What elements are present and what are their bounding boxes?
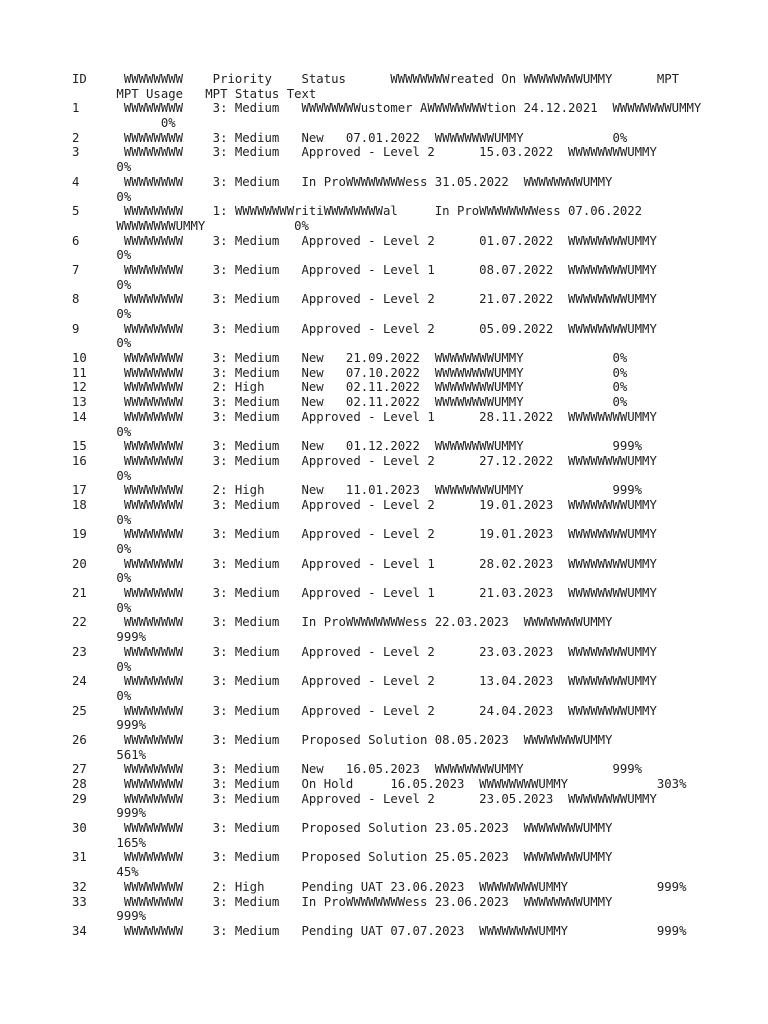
- record-row-line: 32 WWWWWWWW 2: High Pending UAT 23.06.2023 WWWWWWWWUMMY 999%: [72, 879, 687, 894]
- record-row-line: 3 WWWWWWWW 3: Medium Approved - Level 2 15.03.2022 WWWWWWWWUMMY: [72, 145, 657, 160]
- record-row-line: 31 WWWWWWWW 3: Medium Proposed Solution 25.05.2023 WWWWWWWWUMMY: [72, 850, 613, 865]
- record-row-line: 10 WWWWWWWW 3: Medium New 21.09.2022 WWWWWWWWUMMY 0%: [72, 351, 628, 366]
- report-text-lines: [72, 72, 768, 939]
- record-row-line: 29 WWWWWWWW 3: Medium Approved - Level 2 23.05.2023 WWWWWWWWUMMY: [72, 791, 657, 806]
- record-row-continuation: 0%: [72, 512, 132, 527]
- record-row-line: 20 WWWWWWWW 3: Medium Approved - Level 1 28.02.2023 WWWWWWWWUMMY: [72, 556, 657, 571]
- record-row-continuation: 999%: [72, 718, 147, 733]
- record-row-continuation: 0%: [72, 116, 176, 131]
- record-row-line: 8 WWWWWWWW 3: Medium Approved - Level 2 21.07.2022 WWWWWWWWUMMY: [72, 292, 657, 307]
- record-row-line: 28 WWWWWWWW 3: Medium On Hold 16.05.2023 WWWWWWWWUMMY 303%: [72, 777, 687, 791]
- record-row-continuation: 561%: [72, 747, 147, 762]
- record-row-continuation: 0%: [72, 542, 132, 556]
- record-row-line: 25 WWWWWWWW 3: Medium Approved - Level 2 24.04.2023 WWWWWWWWUMMY: [72, 703, 657, 718]
- header-line: ID WWWWWWWW Priority Status WWWWWWWWreated On WWWWWWWWUMMY MPT: [72, 72, 680, 86]
- record-row-continuation: 0%: [72, 248, 132, 263]
- record-row-continuation: 0%: [72, 277, 132, 292]
- record-row-continuation: 0%: [72, 600, 132, 615]
- record-row-continuation: 0%: [72, 571, 132, 586]
- record-row-continuation: 0%: [72, 307, 132, 321]
- record-row-line: 17 WWWWWWWW 2: High New 11.01.2023 WWWWWWWWUMMY 999%: [72, 483, 643, 498]
- record-row-line: 15 WWWWWWWW 3: Medium New 01.12.2022 WWWWWWWWUMMY 999%: [72, 439, 643, 454]
- record-row-continuation: WWWWWWWWUMMY 0%: [72, 218, 309, 233]
- record-row-line: 7 WWWWWWWW 3: Medium Approved - Level 1 08.07.2022 WWWWWWWWUMMY: [72, 262, 657, 277]
- record-row-line: 12 WWWWWWWW 2: High New 02.11.2022 WWWWWWWWUMMY 0%: [72, 380, 628, 395]
- record-row-line: 26 WWWWWWWW 3: Medium Proposed Solution 08.05.2023 WWWWWWWWUMMY: [72, 732, 613, 747]
- record-row-continuation: 999%: [72, 630, 147, 645]
- record-row-line: 11 WWWWWWWW 3: Medium New 07.10.2022 WWWWWWWWUMMY 0%: [72, 365, 628, 380]
- header-line: MPT Usage MPT Status Text: [72, 86, 317, 101]
- record-row-continuation: 0%: [72, 468, 132, 483]
- record-row-continuation: 999%: [72, 909, 147, 924]
- record-row-line: 16 WWWWWWWW 3: Medium Approved - Level 2 27.12.2022 WWWWWWWWUMMY: [72, 453, 657, 468]
- record-row-continuation: 0%: [72, 659, 132, 674]
- record-row-line: 34 WWWWWWWW 3: Medium Pending UAT 07.07.2023 WWWWWWWWUMMY 999%: [72, 923, 687, 938]
- record-row-line: 9 WWWWWWWW 3: Medium Approved - Level 2 05.09.2022 WWWWWWWWUMMY: [72, 321, 657, 336]
- record-row-continuation: 165%: [72, 835, 147, 850]
- record-row-line: 21 WWWWWWWW 3: Medium Approved - Level 1 21.03.2023 WWWWWWWWUMMY: [72, 586, 657, 601]
- record-row-line: 13 WWWWWWWW 3: Medium New 02.11.2022 WWWWWWWWUMMY 0%: [72, 395, 628, 410]
- record-row-continuation: 0%: [72, 688, 132, 703]
- record-row-line: 19 WWWWWWWW 3: Medium Approved - Level 2 19.01.2023 WWWWWWWWUMMY: [72, 527, 657, 542]
- record-row-continuation: 0%: [72, 189, 132, 204]
- record-row-line: 23 WWWWWWWW 3: Medium Approved - Level 2 23.03.2023 WWWWWWWWUMMY: [72, 644, 657, 659]
- record-row-line: 27 WWWWWWWW 3: Medium New 16.05.2023 WWWWWWWWUMMY 999%: [72, 762, 643, 777]
- record-row-line: 14 WWWWWWWW 3: Medium Approved - Level 1 28.11.2022 WWWWWWWWUMMY: [72, 409, 657, 424]
- record-row-line: 33 WWWWWWWW 3: Medium In ProWWWWWWWWess 23.06.2023 WWWWWWWWUMMY: [72, 894, 613, 909]
- record-row-line: 30 WWWWWWWW 3: Medium Proposed Solution 23.05.2023 WWWWWWWWUMMY: [72, 821, 613, 836]
- record-row-continuation: 0%: [72, 336, 132, 351]
- record-row-line: 5 WWWWWWWW 1: WWWWWWWWritiWWWWWWWWal In ProWWWWWWWWess 07.06.2022: [72, 204, 643, 219]
- record-row-continuation: 0%: [72, 424, 132, 439]
- record-row-line: 22 WWWWWWWW 3: Medium In ProWWWWWWWWess 22.03.2023 WWWWWWWWUMMY: [72, 615, 613, 630]
- record-row-line: 4 WWWWWWWW 3: Medium In ProWWWWWWWWess 31.05.2022 WWWWWWWWUMMY: [72, 174, 613, 189]
- record-row-line: 2 WWWWWWWW 3: Medium New 07.01.2022 WWWWWWWWUMMY 0%: [72, 130, 628, 145]
- record-row-line: 6 WWWWWWWW 3: Medium Approved - Level 2 01.07.2022 WWWWWWWWUMMY: [72, 233, 657, 248]
- record-row-line: 24 WWWWWWWW 3: Medium Approved - Level 2 13.04.2023 WWWWWWWWUMMY: [72, 674, 657, 689]
- record-row-continuation: 45%: [72, 865, 139, 880]
- record-row-continuation: 999%: [72, 806, 147, 821]
- record-row-continuation: 0%: [72, 160, 132, 175]
- record-row-line: 1 WWWWWWWW 3: Medium WWWWWWWWustomer AWWWWWWWWtion 24.12.2021 WWWWWWWWUMMY: [72, 101, 702, 116]
- record-row-line: 18 WWWWWWWW 3: Medium Approved - Level 2 19.01.2023 WWWWWWWWUMMY: [72, 497, 657, 512]
